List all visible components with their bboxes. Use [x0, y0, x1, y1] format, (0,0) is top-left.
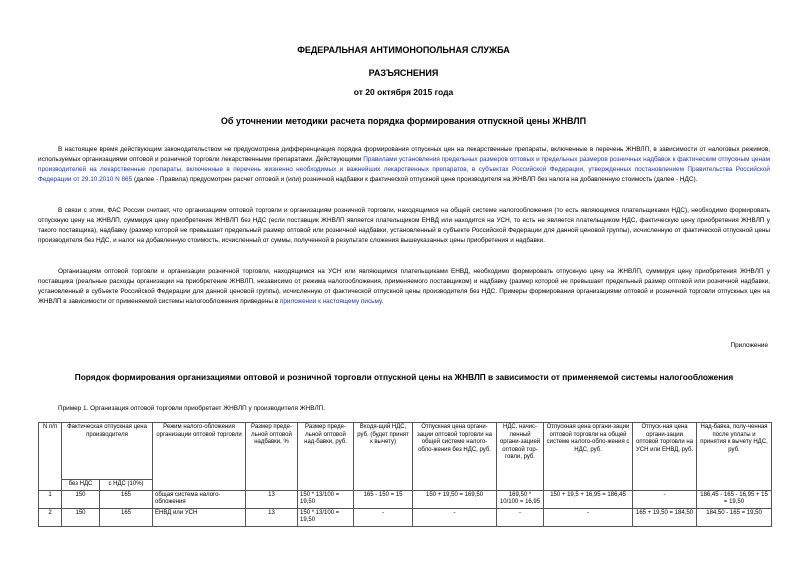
table-cell: общая система налого-обложения	[153, 490, 246, 508]
header-price-general-with-vat: Отпускная цена органи-зации оптовой торговли на общей системе налого-обло-жения с НДС, руб.	[544, 423, 633, 491]
table-cell: -	[633, 490, 697, 508]
paragraph-1-text-a: В настоящее время действующим законодательством не предусмотрена дифференциация порядка формирования отпускных цен на лекарственные препараты, включенные в перечень ЖНВЛП, в зависимости от налоговых режимов, используемых организациями оптовой и розничной торговли лекарственными препаратами. Действующими	[38, 146, 770, 163]
table-cell: ЕНВД или УСН	[153, 508, 246, 526]
table-cell: 13	[246, 508, 298, 526]
table-cell: -	[413, 508, 497, 526]
paragraph-3-text-b: .	[381, 298, 384, 305]
table-cell: 150	[62, 508, 100, 526]
table-cell: 165 + 19,50 = 184,50	[633, 508, 697, 526]
header-tax-regime: Режим налого-обложения организации оптовой торговли	[153, 423, 246, 491]
example-caption: Пример 1. Организация оптовой торговли приобретает ЖНВЛП у производителя ЖНВЛП.	[58, 405, 326, 412]
table-cell: 13	[246, 490, 298, 508]
table-row	[39, 508, 772, 526]
agency-name: ФЕДЕРАЛЬНАЯ АНТИМОНОПОЛЬНАЯ СЛУЖБА	[297, 45, 510, 55]
header-markup-rub: Размер преде-льной оптовой над-бавки, руб.	[298, 423, 354, 491]
table-cell: 2	[39, 508, 62, 526]
table-cell: 165	[100, 490, 153, 508]
table-cell: 1	[39, 490, 62, 508]
header-factual-price: Фактическая отпускная цена производителя	[62, 423, 153, 480]
table-cell: -	[544, 508, 633, 526]
pricing-table	[38, 422, 772, 527]
table-cell: 186,45 - 165 - 16,95 + 15 = 19,50	[697, 490, 772, 508]
table-cell: 150 + 19,50 = 169,50	[413, 490, 497, 508]
table-row	[39, 490, 772, 508]
appendix-label: Приложение	[730, 342, 768, 349]
table-cell: 150 * 13/100 = 19,50	[298, 490, 354, 508]
header-price-general-no-vat: Отпускная цена органи-зации оптовой торговли на общей системе налого-обло-жения без НДС, руб.	[413, 423, 497, 491]
document-date: от 20 октября 2015 года	[353, 87, 454, 97]
table-cell: -	[354, 508, 413, 526]
subheader-with-vat: с НДС (10%)	[100, 480, 153, 491]
paragraph-3-text-a: Организациям оптовой торговли и организации розничной торговли, находящимся на УСН или являющимся плательщиками ЕНВД, необходимо формировать отпускную цену на ЖНВЛП, суммируя цену приобретения ЖНВЛП у поставщика (реальные расходы организации на приобретение ЖНВЛП, независимо от режима налогообложения, применяемого поставщиком) и надбавку (размер которой не превышает предельный размер оптовой или розничной надбавки, установленный в субъекте Российской Федерации для данной ценовой группы), исчисленную от фактической отпускной цены производителя без НДС. Примеры формирования организациями оптовой и розничной торговли отпускных цен на ЖНВЛП в зависимости от применяемой системы налогообложения приведены в	[38, 268, 770, 305]
subheader-no-vat: без НДС	[62, 480, 100, 491]
document-title: Об уточнении методики расчета порядка формирования отпускной цены ЖНВЛП	[220, 116, 587, 126]
header-price-simplified: Отпуск-ная цена органи-зации оптовой торговли на УСН или ЕНВД, руб.	[633, 423, 697, 491]
table-cell: -	[497, 508, 544, 526]
table-cell: 150 * 13/100 = 19,50	[298, 508, 354, 526]
table-cell: 169,50 * 10/100 = 16,95	[497, 490, 544, 508]
table-header-row	[39, 423, 772, 480]
header-number: N п/п	[39, 423, 62, 491]
header-vat-charged: НДС, начис-ленный органи-зацией оптовой тор-говли, руб.	[497, 423, 544, 491]
table-cell: 150	[62, 490, 100, 508]
rules-link[interactable]: Правилами установления предельных размеров оптовых и предельных размеров розничных надбавок к фактическим отпускным ценам производителей на лекарственные препараты, включенные в перечень жизненно необходимых и важнейших лекарственных препаратов, в субъектах Российской Федерации, утвержденных постановлением Правительства Российской Федерации от 29.10.2010 N 865	[38, 156, 770, 183]
header-net-markup: Над-бавка, полу-ченная после уплаты и принятия к вычету НДС, руб.	[697, 423, 772, 491]
table-cell: 184,50 - 165 = 19,50	[697, 508, 772, 526]
table-cell: 150 + 19,5 + 16,95 = 186,45	[544, 490, 633, 508]
table-cell: 165 - 150 = 15	[354, 490, 413, 508]
paragraph-1	[38, 145, 770, 185]
appendix-title: Порядок формирования организациями оптовой и розничной торговли отпускной цены на ЖНВЛП в зависимости от применяемой системы налогообложения	[74, 372, 734, 382]
paragraph-3	[38, 267, 770, 307]
document-type: РАЗЪЯСНЕНИЯ	[368, 68, 439, 78]
header-input-vat: Входя-щий НДС, руб. (будет принят к вычету)	[354, 423, 413, 491]
paragraph-2: В связи с этим, ФАС России считает, что организациям оптовой торговли и организациям розничной торговли, находящимся на общей системе налогообложения (то есть являющимся плательщиками НДС), необходимо формировать отпускную цену на ЖНВЛП, суммируя цену приобретения ЖНВЛП без НДС (если поставщик ЖНВЛП является плательщиком ЕНВД или находится на УСН, то есть не является плательщиком НДС, фактическую цену приобретения ЖНВЛП у такого поставщика), надбавку (размер которой не превышает предельный размер оптовой или розничной надбавки, установленный в субъекте Российской Федерации для данной ценовой группы), исчисленную от фактической отпускной цены производителя без НДС, и налог на добавленную стоимость, исчисленный от суммы, полученной в результате сложения вышеуказанных цены приобретения и надбавки.	[38, 207, 770, 244]
paragraph-1-text-b: (далее - Правила) предусмотрен расчет оптовой и (или) розничной надбавки к фактической отпускной цене производителя на ЖНВЛП без налога на добавленную стоимость (далее - НДС).	[132, 176, 698, 183]
appendix-link[interactable]: приложении к настоящему письму	[279, 298, 382, 305]
table-cell: 165	[100, 508, 153, 526]
header-markup-percent: Размер преде-льной оптовой надбавки, %	[246, 423, 298, 491]
